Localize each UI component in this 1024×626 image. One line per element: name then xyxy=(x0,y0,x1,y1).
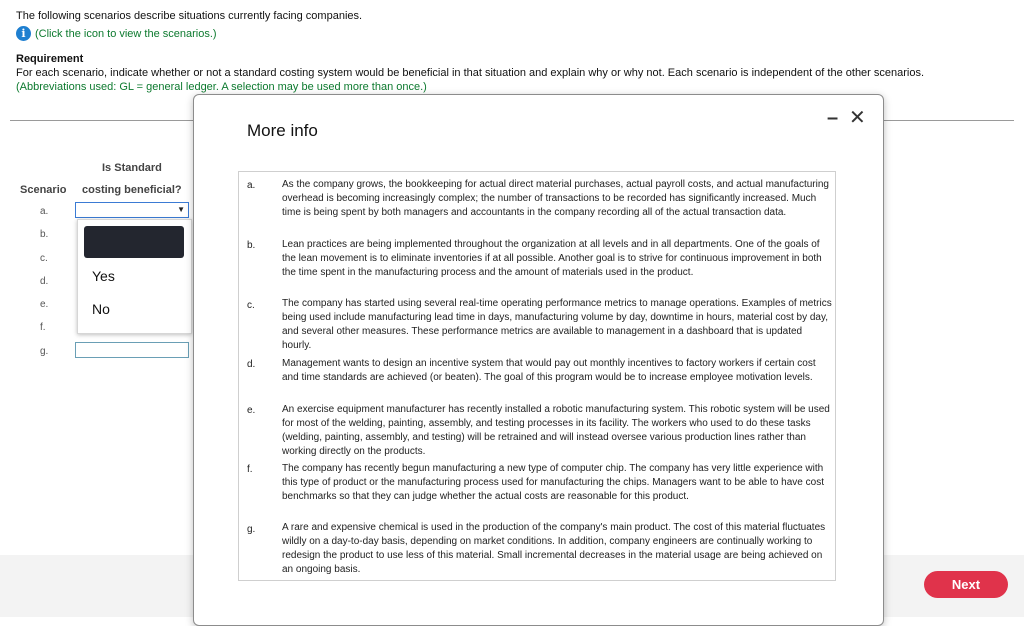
answer-dropdown-menu xyxy=(77,219,192,334)
requirement-text: For each scenario, indicate whether or not a standard costing system would be beneficial in that situation and explain why or why not. Each scenario is independent of the other scenarios. xyxy=(16,67,925,79)
scenario-letter: a. xyxy=(247,180,256,191)
scenario-letter: b. xyxy=(247,240,256,251)
requirement-heading: Requirement xyxy=(16,53,84,65)
next-button[interactable]: Next xyxy=(924,571,1008,598)
column-header-standard: Is Standard xyxy=(102,162,162,174)
scenario-letter: e. xyxy=(247,405,256,416)
scenario-letter: f. xyxy=(247,464,253,475)
view-scenarios-link[interactable] xyxy=(16,26,217,41)
scenario-label: b. xyxy=(40,229,49,240)
scenario-text: The company has started using several real-time operating performance metrics to manage operations. Examples of metrics being used include manufacturing lead time in days, manufacturing volume by day, downtime in hours, material cost by day, and several other measures. These performance metrics are available to management in a dashboard that is updated hourly. xyxy=(282,298,832,351)
dropdown-option-blank[interactable] xyxy=(84,226,184,258)
dropdown-arrow-icon[interactable]: ▼ xyxy=(177,205,185,214)
answer-select-a[interactable] xyxy=(75,202,189,218)
answer-select-g[interactable] xyxy=(75,342,189,358)
scenario-letter: d. xyxy=(247,359,256,370)
scenario-label: a. xyxy=(40,206,49,217)
scenario-label: f. xyxy=(40,322,46,333)
scenario-letter: g. xyxy=(247,524,256,535)
scenario-text: The company has recently begun manufacturing a new type of computer chip. The company has very little experience with this type of product or the manufacturing process used for manufacturing the chips. Managers want to be able to have cost benchmarks so that they can judge whether the actual costs are reasonable for this product. xyxy=(282,463,824,502)
scenario-label: e. xyxy=(40,299,49,310)
scenario-label: g. xyxy=(40,346,49,357)
intro-text: The following scenarios describe situations currently facing companies. xyxy=(16,10,363,22)
more-info-dialog xyxy=(193,94,884,626)
scenario-list xyxy=(238,171,836,581)
dialog-title: More info xyxy=(247,121,318,140)
info-icon[interactable]: i xyxy=(16,26,31,41)
abbreviations-note: (Abbreviations used: GL = general ledger. A selection may be used more than once.) xyxy=(16,81,427,93)
scenario-label: d. xyxy=(40,276,49,287)
scenario-text: A rare and expensive chemical is used in the production of the company's main product. The cost of this material fluctuates wildly on a day-to-day basis, depending on market conditions. In addition, company engineers are continually working to redesign the product to use less of this material. Small incremental decreases in the material usage are being achieved on an ongoing basis. xyxy=(282,522,826,575)
scenario-text: An exercise equipment manufacturer has recently installed a robotic manufacturing system. This robotic system will be used for most of the welding, painting, assembly, and testing processes in its facility. The workers who used to do these tasks (welding, painting, assembly, and testing) will be retrained and will instead oversee various production lines rather than working directly on the products. xyxy=(282,404,830,457)
scenario-text: Management wants to design an incentive system that would pay out monthly incentives to factory workers if certain cost and time standards are achieved (or beaten). The goal of this program would be to increase employee motivation levels. xyxy=(282,358,816,383)
view-scenarios-label[interactable]: (Click the icon to view the scenarios.) xyxy=(35,27,217,40)
scenario-text: Lean practices are being implemented throughout the organization at all levels and in all departments. One of the goals of the lean movement is to eliminate inventories if at all possible. Another goal is to strive for continuous improvement in both the time spent in the manufacturing process and the amount of materials used in the product. xyxy=(282,239,822,278)
column-header-beneficial: costing beneficial? xyxy=(82,184,182,196)
scenario-text: As the company grows, the bookkeeping for actual direct material purchases, actual payroll costs, and actual manufacturing overhead is becoming increasingly complex; the number of transactions to be recorded has significantly increased. Much time is being spent by both managers and accountants in the company recording all of the actual transaction data. xyxy=(282,179,829,218)
close-icon[interactable]: ✕ xyxy=(849,107,866,129)
dropdown-option-yes[interactable]: Yes xyxy=(92,268,115,284)
minimize-icon[interactable]: – xyxy=(827,107,839,129)
scenario-label: c. xyxy=(40,253,48,264)
column-header-scenario: Scenario xyxy=(20,184,67,196)
dropdown-option-no[interactable]: No xyxy=(92,301,110,317)
scenario-letter: c. xyxy=(247,300,255,311)
